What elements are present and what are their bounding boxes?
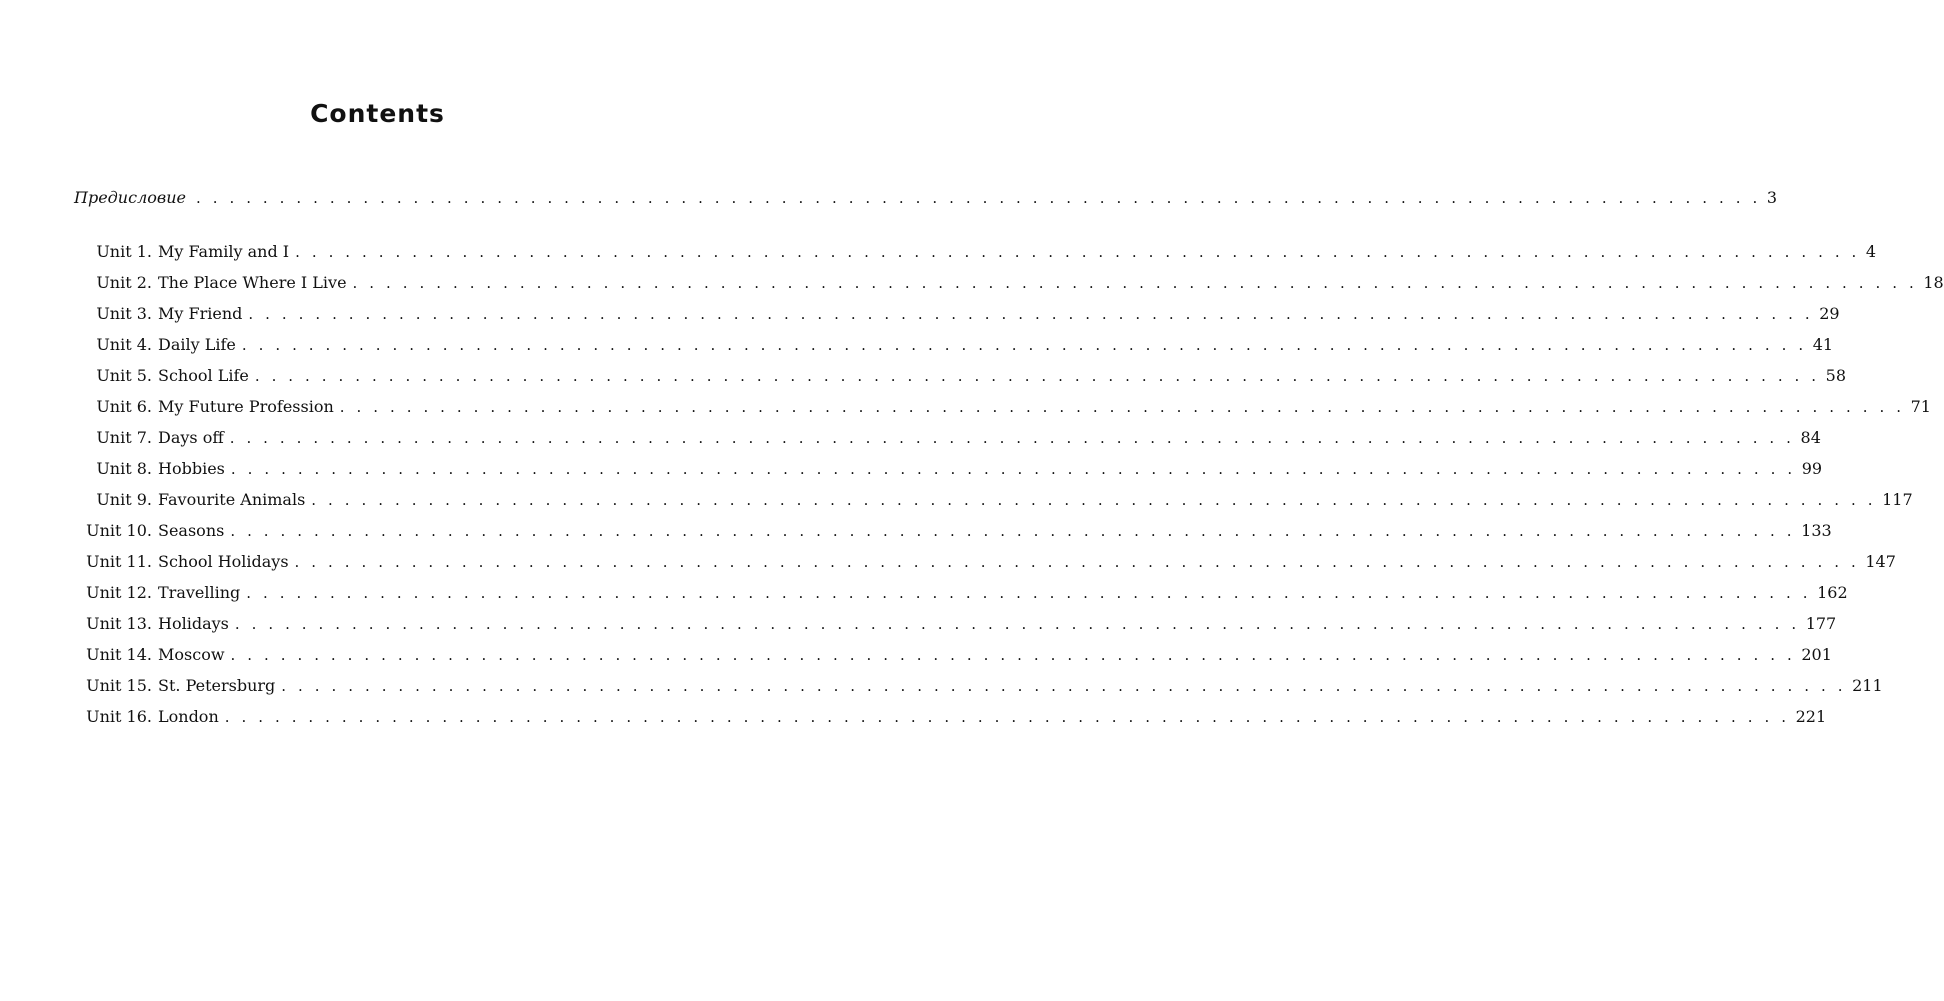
toc-page-number: 147 bbox=[1865, 552, 1896, 571]
dot-leader: . . . . . . . . . . . . . . . . . . . . . . . . . . . . . . . . . . . . . . . . . . . . . . . . . . . . . . . . . . . . . . . . . . . . . . . . . . . . . . . . . . . . . . . . . . . . . . bbox=[311, 491, 1877, 509]
toc-entry-title: School Holidays bbox=[158, 552, 289, 571]
toc-unit-number: Unit 9. bbox=[96, 490, 152, 509]
toc-page-number: 177 bbox=[1805, 614, 1837, 633]
toc-unit-number: Unit 1. bbox=[96, 242, 152, 261]
toc-entry-unit-16[interactable] bbox=[70, 704, 1827, 730]
dot-leader: . . . . . . . . . . . . . . . . . . . . . . . . . . . . . . . . . . . . . . . . . . . . . . . . . . . . . . . . . . . . . . . . . . . . . . . . . . . . . . . . . . . . . . . . . . . . . . bbox=[230, 646, 1796, 664]
toc-entry-title: Favourite Animals bbox=[158, 490, 306, 509]
toc-unit-number: Unit 3. bbox=[96, 304, 152, 323]
toc-entry-title: Seasons bbox=[158, 521, 225, 540]
dot-leader: . . . . . . . . . . . . . . . . . . . . . . . . . . . . . . . . . . . . . . . . . . . . . . . . . . . . . . . . . . . . . . . . . . . . . . . . . . . . . . . . . . . . . . . . . . . . . . bbox=[281, 677, 1847, 695]
toc-page-number: 201 bbox=[1801, 645, 1832, 664]
dot-leader: . . . . . . . . . . . . . . . . . . . . . . . . . . . . . . . . . . . . . . . . . . . . . . . . . . . . . . . . . . . . . . . . . . . . . . . . . . . . . . . . . . . . . . . . . . . . . . bbox=[339, 398, 1905, 416]
toc-entry-unit-2[interactable] bbox=[70, 270, 1944, 296]
dot-leader: . . . . . . . . . . . . . . . . . . . . . . . . . . . . . . . . . . . . . . . . . . . . . . . . . . . . . . . . . . . . . . . . . . . . . . . . . . . . . . . . . . . . . . . . . . . . . . bbox=[352, 274, 1918, 292]
toc-page-number: 162 bbox=[1817, 583, 1848, 602]
dot-leader: . . . . . . . . . . . . . . . . . . . . . . . . . . . . . . . . . . . . . . . . . . . . . . . . . . . . . . . . . . . . . . . . . . . . . . . . . . . . . . . . . . . . . . . . . . . . . . bbox=[241, 336, 1807, 354]
toc-entry-unit-6[interactable] bbox=[70, 394, 1931, 420]
toc-entry-unit-11[interactable] bbox=[70, 549, 1896, 575]
toc-entry-unit-13[interactable] bbox=[70, 611, 1837, 637]
toc-unit-number: Unit 16. bbox=[86, 707, 152, 726]
toc-unit-number: Unit 14. bbox=[86, 645, 152, 664]
toc-unit-number: Unit 10. bbox=[86, 521, 152, 540]
toc-entry-title: Daily Life bbox=[158, 335, 236, 354]
toc-page-number: 3 bbox=[1766, 188, 1777, 207]
dot-leader: . . . . . . . . . . . . . . . . . . . . . . . . . . . . . . . . . . . . . . . . . . . . . . . . . . . . . . . . . . . . . . . . . . . . . . . . . . . . . . . . . . . . . . . . . . . . . . bbox=[195, 189, 1761, 207]
toc-entry-title: The Place Where I Live bbox=[158, 273, 347, 292]
toc-entry-title: My Family and I bbox=[158, 242, 290, 261]
toc-entry-title: St. Petersburg bbox=[158, 676, 276, 695]
toc-page-number: 58 bbox=[1825, 366, 1847, 385]
toc-page-number: 117 bbox=[1882, 490, 1913, 509]
dot-leader: . . . . . . . . . . . . . . . . . . . . . . . . . . . . . . . . . . . . . . . . . . . . . . . . . . . . . . . . . . . . . . . . . . . . . . . . . . . . . . . . . . . . . . . . . . . . . . bbox=[294, 553, 1860, 571]
dot-leader: . . . . . . . . . . . . . . . . . . . . . . . . . . . . . . . . . . . . . . . . . . . . . . . . . . . . . . . . . . . . . . . . . . . . . . . . . . . . . . . . . . . . . . . . . . . . . . bbox=[248, 305, 1814, 323]
toc-entry-unit-15[interactable] bbox=[70, 673, 1883, 699]
toc-entry-unit-3[interactable] bbox=[70, 301, 1840, 327]
toc-entry-title: London bbox=[158, 707, 219, 726]
toc-unit-number: Unit 15. bbox=[86, 676, 152, 695]
dot-leader: . . . . . . . . . . . . . . . . . . . . . . . . . . . . . . . . . . . . . . . . . . . . . . . . . . . . . . . . . . . . . . . . . . . . . . . . . . . . . . . . . . . . . . . . . . . . . . bbox=[230, 522, 1796, 540]
dot-leader: . . . . . . . . . . . . . . . . . . . . . . . . . . . . . . . . . . . . . . . . . . . . . . . . . . . . . . . . . . . . . . . . . . . . . . . . . . . . . . . . . . . . . . . . . . . . . . bbox=[230, 460, 1796, 478]
toc-entry-title: Holidays bbox=[158, 614, 229, 633]
toc-entry-unit-14[interactable] bbox=[70, 642, 1832, 668]
toc-page-number: 99 bbox=[1801, 459, 1823, 478]
toc-unit-number: Unit 5. bbox=[96, 366, 152, 385]
toc-unit-number: Unit 13. bbox=[86, 614, 152, 633]
toc-entry-unit-7[interactable] bbox=[70, 425, 1821, 451]
toc-unit-number: Unit 7. bbox=[96, 428, 152, 447]
dot-leader: . . . . . . . . . . . . . . . . . . . . . . . . . . . . . . . . . . . . . . . . . . . . . . . . . . . . . . . . . . . . . . . . . . . . . . . . . . . . . . . . . . . . . . . . . . . . . . bbox=[295, 243, 1860, 261]
toc-entry-unit-1[interactable] bbox=[70, 239, 1877, 265]
toc-unit-number: Unit 12. bbox=[86, 583, 152, 602]
toc-entry-title: Days off bbox=[158, 428, 224, 447]
toc-unit-number: Unit 6. bbox=[96, 397, 152, 416]
toc-page-number: 4 bbox=[1865, 242, 1877, 261]
toc-entry-title: Предисловие bbox=[74, 188, 186, 207]
toc-entry-title: Moscow bbox=[158, 645, 225, 664]
toc-page-number: 41 bbox=[1812, 335, 1834, 354]
dot-leader: . . . . . . . . . . . . . . . . . . . . . . . . . . . . . . . . . . . . . . . . . . . . . . . . . . . . . . . . . . . . . . . . . . . . . . . . . . . . . . . . . . . . . . . . . . . . . . bbox=[229, 429, 1795, 447]
dot-leader: . . . . . . . . . . . . . . . . . . . . . . . . . . . . . . . . . . . . . . . . . . . . . . . . . . . . . . . . . . . . . . . . . . . . . . . . . . . . . . . . . . . . . . . . . . . . . . bbox=[254, 367, 1820, 385]
toc-entry-title: Travelling bbox=[158, 583, 241, 602]
toc-entry-unit-9[interactable] bbox=[70, 487, 1913, 513]
toc-page-number: 84 bbox=[1800, 428, 1821, 447]
toc-unit-number: Unit 2. bbox=[96, 273, 152, 292]
toc-unit-number: Unit 11. bbox=[86, 552, 152, 571]
toc-page-number: 221 bbox=[1795, 707, 1827, 726]
toc-page-number: 211 bbox=[1852, 676, 1883, 695]
toc-page-number: 18 bbox=[1923, 273, 1944, 292]
toc-entry-unit-8[interactable] bbox=[70, 456, 1823, 482]
toc-entry-preface[interactable] bbox=[70, 185, 1777, 211]
toc-entry-title: Hobbies bbox=[158, 459, 225, 478]
toc-entry-title: My Friend bbox=[158, 304, 243, 323]
toc-entry-unit-12[interactable] bbox=[70, 580, 1848, 606]
toc-entry-title: My Future Profession bbox=[158, 397, 334, 416]
toc-unit-number: Unit 8. bbox=[96, 459, 152, 478]
toc-page-number: 29 bbox=[1819, 304, 1840, 323]
dot-leader: . . . . . . . . . . . . . . . . . . . . . . . . . . . . . . . . . . . . . . . . . . . . . . . . . . . . . . . . . . . . . . . . . . . . . . . . . . . . . . . . . . . . . . . . . . . . . . bbox=[224, 708, 1790, 726]
toc-entry-unit-4[interactable] bbox=[70, 332, 1834, 358]
toc-unit-number: Unit 4. bbox=[96, 335, 152, 354]
toc-entry-title: School Life bbox=[158, 366, 249, 385]
toc-entry-unit-10[interactable] bbox=[70, 518, 1832, 544]
toc-page-number: 133 bbox=[1801, 521, 1832, 540]
dot-leader: . . . . . . . . . . . . . . . . . . . . . . . . . . . . . . . . . . . . . . . . . . . . . . . . . . . . . . . . . . . . . . . . . . . . . . . . . . . . . . . . . . . . . . . . . . . . . . bbox=[246, 584, 1812, 602]
toc-entry-unit-5[interactable] bbox=[70, 363, 1847, 389]
dot-leader: . . . . . . . . . . . . . . . . . . . . . . . . . . . . . . . . . . . . . . . . . . . . . . . . . . . . . . . . . . . . . . . . . . . . . . . . . . . . . . . . . . . . . . . . . . . . . . bbox=[234, 615, 1800, 633]
toc-page-number: 71 bbox=[1910, 397, 1931, 416]
page-title: Contents bbox=[310, 99, 445, 128]
